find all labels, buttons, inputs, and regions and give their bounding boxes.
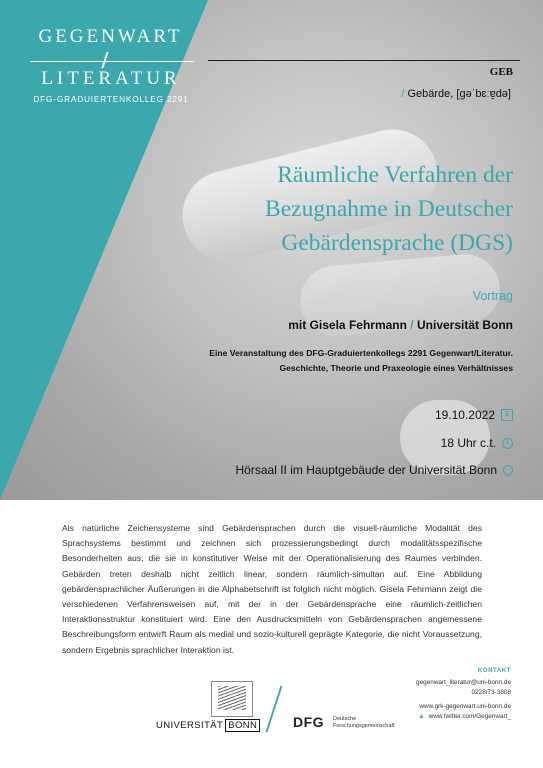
calendar-icon: 1: [501, 409, 513, 421]
logo-gegenwart: GEGENWART: [38, 26, 183, 47]
header-entry: [401, 88, 511, 100]
dfg-subtitle-line: Forschungsgemeinschaft: [333, 723, 395, 729]
clock-icon: [502, 438, 513, 449]
abstract-text: Als natürliche Zeichensysteme sind Gebärdensprachen durch die visuell-räumliche Modalität des Sprachsystems bestimmt und zeichnen sich prozessierungsbedingt durch modalitätsspezifische Besonderheiten aus, die sie in konstitutiver Weise mit der Operationalisierung des Raumes verbinden. Gebärden treten deshalb nicht zeitlich linear, sondern räumlich-simultan auf. Eine Abbildung gebärdensprachlicher Äußerungen in die Alphabetschrift ist folglich nicht möglich. Gisela Fehrmann zeigt die verschiedenen Verfahrensweisen auf, mit der in der Gebärdensprache eine räumlich-zeitlichen Interaktionsstruktur konstituiert wird. Eine den Ausdrucksmitteln von Gebärdensprachen angemessene Beschreibungsform entwirft Raum als medial und sozio-kulturell geprägte Kategorie, die nicht Voraussetzung, sondern Ergebnis sprachlicher Interaktion ist.: [62, 523, 482, 655]
contact-twitter[interactable]: www.twitter.com/Gegenwart_: [428, 712, 511, 720]
header-entry-slash: /: [401, 88, 405, 100]
contact-twitter-row[interactable]: [416, 712, 511, 722]
twitter-icon: ▲: [418, 712, 425, 720]
contact-phone: 0228/73-3808: [471, 688, 511, 696]
title-line: Gebärdensprache (DGS): [281, 230, 513, 256]
header-code: GEB: [489, 66, 513, 78]
dfg-subtitle: [333, 716, 394, 730]
event-date-row: [435, 408, 513, 422]
contact-title: KONTAKT: [477, 668, 511, 674]
contact-block: [416, 678, 511, 721]
speaker-name: mit Gisela Fehrmann: [288, 318, 407, 332]
dfg-subtitle-line: Deutsche: [333, 716, 357, 722]
university-name: [156, 720, 260, 731]
event-type: Vortrag: [472, 289, 513, 303]
title-line: Räumliche Verfahren der: [277, 162, 513, 188]
footer-slash: [266, 686, 283, 732]
event-location-row: [236, 463, 513, 477]
description-line: Eine Veranstaltung des DFG-Graduiertenkollegs 2291 Gegenwart/Literatur.: [209, 348, 513, 358]
speaker-slash: /: [410, 318, 414, 332]
logo-literatur: LITERATUR: [41, 68, 181, 89]
event-time-row: [441, 436, 513, 450]
speaker-line: [288, 318, 513, 332]
header-rule: [208, 60, 520, 61]
location-pin-icon: [501, 463, 515, 477]
contact-website[interactable]: www.grk-gegenwart.uni-bonn.de: [419, 703, 511, 710]
dfg-logo: DFG: [293, 714, 325, 730]
header-entry-text: Gebärde, [ɡəˈbɛːɐ̯də]: [407, 88, 511, 100]
logo-rule: [30, 61, 194, 62]
university-name-text: UNIVERSITÄT: [156, 720, 224, 731]
university-logo-icon: [211, 681, 253, 717]
event-description: [173, 346, 513, 376]
university-bonn-box: BONN: [225, 719, 260, 732]
title-line: Bezugnahme in Deutscher: [265, 196, 513, 222]
speaker-affiliation: Universität Bonn: [416, 318, 513, 332]
description-line: Geschichte, Theorie und Praxeologie eines Verhältnisses: [279, 363, 513, 373]
event-title: [153, 158, 513, 260]
contact-email[interactable]: gegenwart_literatur@uni-bonn.de: [416, 679, 511, 686]
event-date: 19.10.2022: [434, 408, 495, 422]
logo-subtitle: DFG-GRADUIERTENKOLLEG 2291: [33, 94, 189, 104]
event-time: 18 Uhr c.t.: [440, 436, 496, 450]
event-location: Hörsaal II im Hauptgebäude der Universität Bonn: [235, 463, 497, 477]
